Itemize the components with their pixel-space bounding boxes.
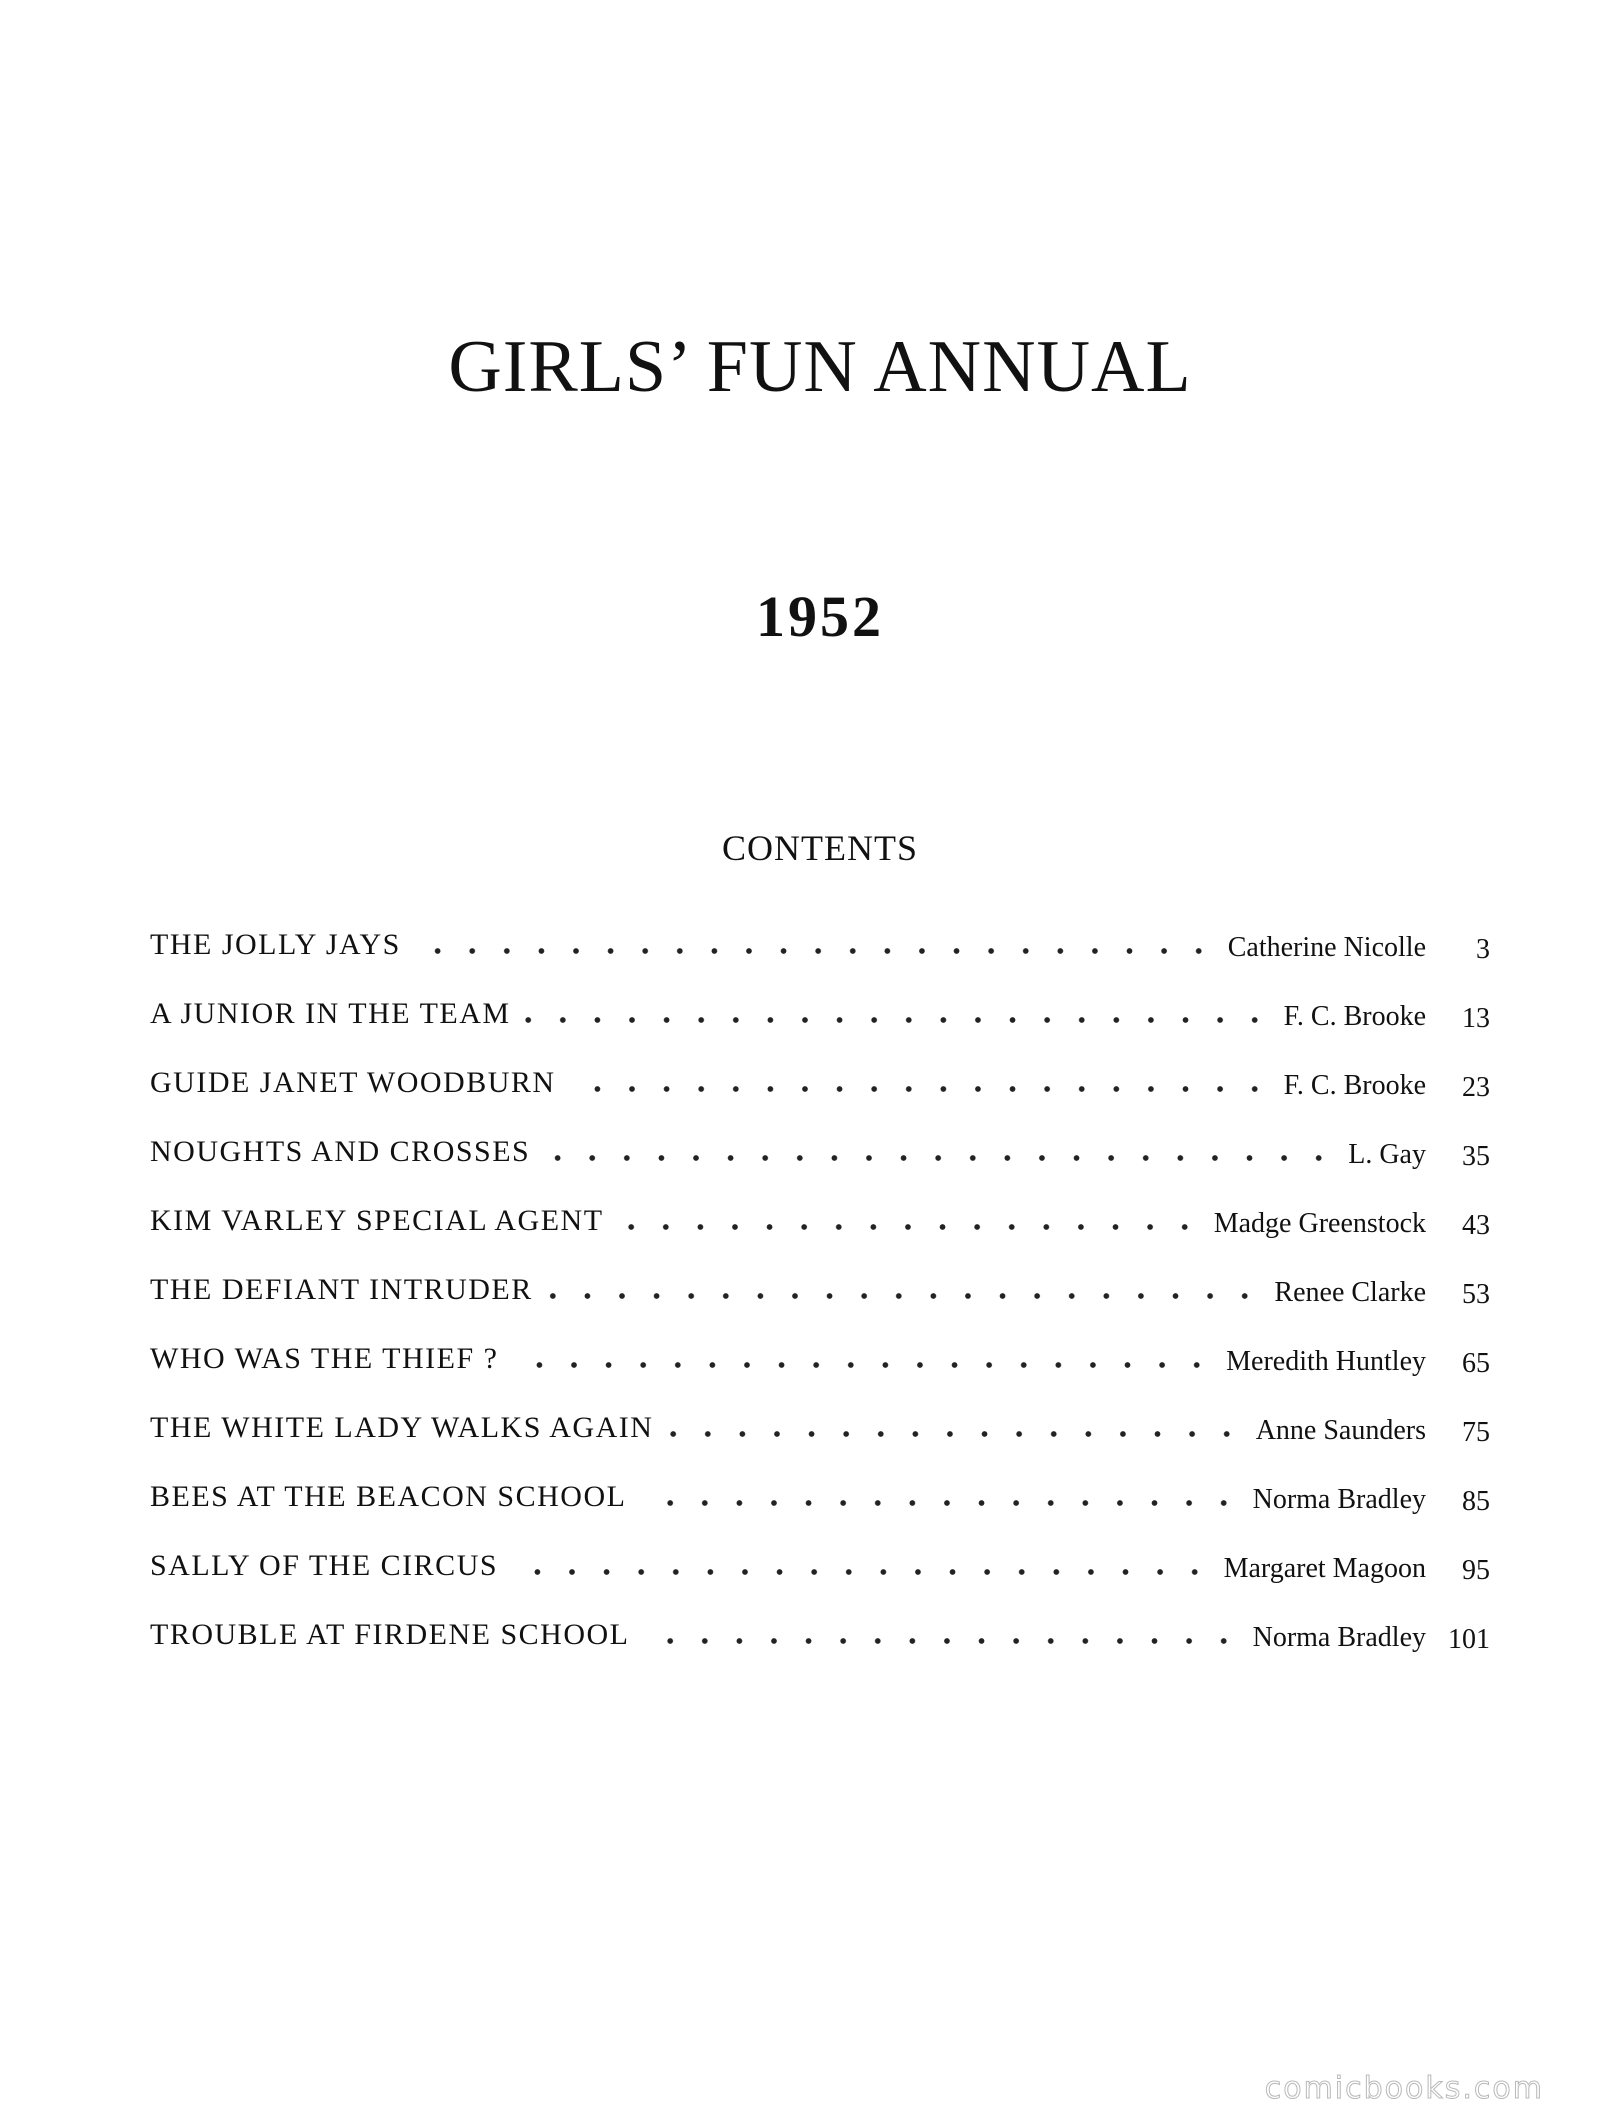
toc-entry bbox=[150, 1403, 1490, 1472]
toc-entry-page: 13 bbox=[1462, 1003, 1490, 1034]
toc-entry bbox=[150, 1196, 1490, 1265]
toc-entry bbox=[150, 920, 1490, 989]
toc-entry-page: 43 bbox=[1462, 1210, 1490, 1241]
table-of-contents bbox=[150, 920, 1490, 1679]
toc-entry-title: BEES AT THE BEACON SCHOOL bbox=[150, 1480, 627, 1513]
toc-entry-title: WHO WAS THE THIEF ? bbox=[150, 1342, 499, 1375]
toc-leader-dots bbox=[525, 1015, 1272, 1025]
toc-entry bbox=[150, 1472, 1490, 1541]
toc-entry-title: GUIDE JANET WOODBURN bbox=[150, 1066, 556, 1099]
toc-entry bbox=[150, 1127, 1490, 1196]
toc-entry-author: Norma Bradley bbox=[1252, 1484, 1426, 1515]
toc-entry-author: Anne Saunders bbox=[1255, 1415, 1426, 1446]
toc-entry-author: Madge Greenstock bbox=[1213, 1208, 1426, 1239]
toc-entry bbox=[150, 1265, 1490, 1334]
toc-entry-title: TROUBLE AT FIRDENE SCHOOL bbox=[150, 1618, 630, 1651]
toc-entry-page: 101 bbox=[1448, 1624, 1490, 1655]
toc-entry-page: 75 bbox=[1462, 1417, 1490, 1448]
toc-entry-author: Renee Clarke bbox=[1274, 1277, 1426, 1308]
toc-entry-author: Margaret Magoon bbox=[1223, 1553, 1426, 1584]
toc-entry-page: 53 bbox=[1462, 1279, 1490, 1310]
toc-entry bbox=[150, 989, 1490, 1058]
toc-entry-page: 23 bbox=[1462, 1072, 1490, 1103]
toc-entry-title: KIM VARLEY SPECIAL AGENT bbox=[150, 1204, 604, 1237]
toc-leader-dots bbox=[512, 1360, 1214, 1370]
toc-entry-title: THE DEFIANT INTRUDER bbox=[150, 1273, 533, 1306]
contents-heading: CONTENTS bbox=[722, 828, 918, 868]
toc-leader-dots bbox=[415, 946, 1216, 956]
toc-entry bbox=[150, 1058, 1490, 1127]
toc-entry-author: L. Gay bbox=[1348, 1139, 1426, 1170]
toc-entry-title: NOUGHTS AND CROSSES bbox=[150, 1135, 531, 1168]
toc-entry-author: F. C. Brooke bbox=[1283, 1070, 1426, 1101]
toc-leader-dots bbox=[547, 1291, 1262, 1301]
toc-entry-author: Norma Bradley bbox=[1252, 1622, 1426, 1653]
toc-entry-page: 3 bbox=[1476, 934, 1490, 965]
toc-leader-dots bbox=[544, 1153, 1336, 1163]
toc-entry-author: Catherine Nicolle bbox=[1227, 932, 1426, 963]
toc-leader-dots bbox=[640, 1498, 1241, 1508]
toc-entry bbox=[150, 1541, 1490, 1610]
toc-entry-page: 95 bbox=[1462, 1555, 1490, 1586]
toc-entry-title: A JUNIOR IN THE TEAM bbox=[150, 997, 511, 1030]
toc-entry bbox=[150, 1610, 1490, 1679]
annual-year: 1952 bbox=[756, 584, 884, 649]
toc-entry-page: 65 bbox=[1462, 1348, 1490, 1379]
toc-leader-dots bbox=[643, 1636, 1241, 1646]
toc-entry-title: THE WHITE LADY WALKS AGAIN bbox=[150, 1411, 654, 1444]
toc-entry bbox=[150, 1334, 1490, 1403]
toc-leader-dots bbox=[667, 1429, 1244, 1439]
toc-leader-dots bbox=[618, 1222, 1202, 1232]
toc-entry-title: THE JOLLY JAYS bbox=[150, 928, 401, 961]
toc-entry-author: Meredith Huntley bbox=[1226, 1346, 1426, 1377]
toc-leader-dots bbox=[512, 1567, 1212, 1577]
toc-leader-dots bbox=[570, 1084, 1272, 1094]
annual-title: GIRLS’ FUN ANNUAL bbox=[448, 326, 1192, 408]
toc-entry-page: 35 bbox=[1462, 1141, 1490, 1172]
toc-entry-page: 85 bbox=[1462, 1486, 1490, 1517]
site-watermark: comicbooks.com bbox=[1264, 2071, 1544, 2106]
toc-entry-author: F. C. Brooke bbox=[1283, 1001, 1426, 1032]
toc-entry-title: SALLY OF THE CIRCUS bbox=[150, 1549, 499, 1582]
